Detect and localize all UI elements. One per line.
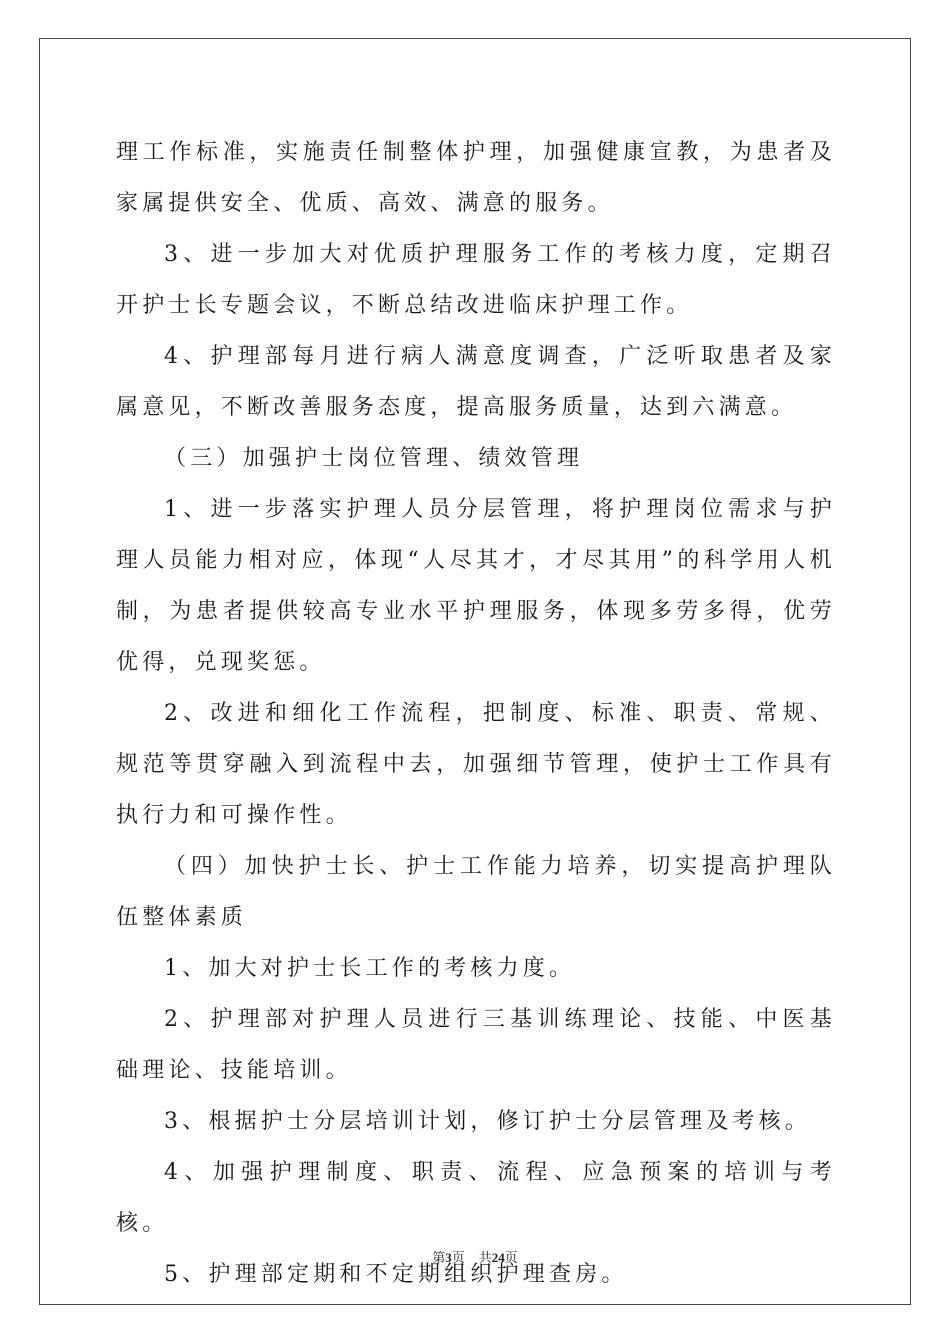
total-prefix: 共	[478, 1250, 492, 1265]
section-heading: （三）加强护士岗位管理、绩效管理	[164, 446, 584, 471]
paragraph: 3、根据护士分层培训计划，修订护士分层管理及考核。	[164, 1109, 811, 1134]
section-heading: （四）加快护士长、护士工作能力培养，切实提高护理队伍整体素质	[116, 854, 836, 930]
page-number: 3	[445, 1250, 452, 1265]
paragraph: 1、进一步落实护理人员分层管理，将护理岗位需求与护理人员能力相对应，体现“人尽其才，才尽其用”的科学用人机制，为患者提供较高专业水平护理服务，体现多劳多得，优劳优得，兑现奖惩。	[116, 497, 836, 675]
paragraph: 2、改进和细化工作流程，把制度、标准、职责、常规、规范等贯穿融入到流程中去，加强细节管理，使护士工作具有执行力和可操作性。	[116, 701, 836, 828]
paragraph: 3、进一步加大对优质护理服务工作的考核力度，定期召开护士长专题会议，不断总结改进临床护理工作。	[116, 242, 836, 318]
page-suffix: 页	[451, 1250, 465, 1265]
paragraph: 理工作标准，实施责任制整体护理，加强健康宣教，为患者及家属提供安全、优质、高效、满意的服务。	[116, 140, 836, 216]
page-prefix: 第	[432, 1250, 446, 1265]
document-body	[116, 127, 836, 1300]
paragraph: 2、护理部对护理人员进行三基训练理论、技能、中医基础理论、技能培训。	[116, 1007, 836, 1083]
paragraph: 4、加强护理制度、职责、流程、应急预案的培训与考核。	[116, 1160, 836, 1236]
total-pages: 24	[491, 1250, 505, 1265]
paragraph: 1、加大对护士长工作的考核力度。	[164, 956, 576, 981]
paragraph: 5、护理部定期和不定期组织护理查房。	[164, 1262, 628, 1287]
page-footer	[0, 1247, 950, 1266]
paragraph: 4、护理部每月进行病人满意度调查，广泛听取患者及家属意见，不断改善服务态度，提高服务质量，达到六满意。	[116, 344, 836, 420]
total-suffix: 页	[504, 1250, 518, 1265]
